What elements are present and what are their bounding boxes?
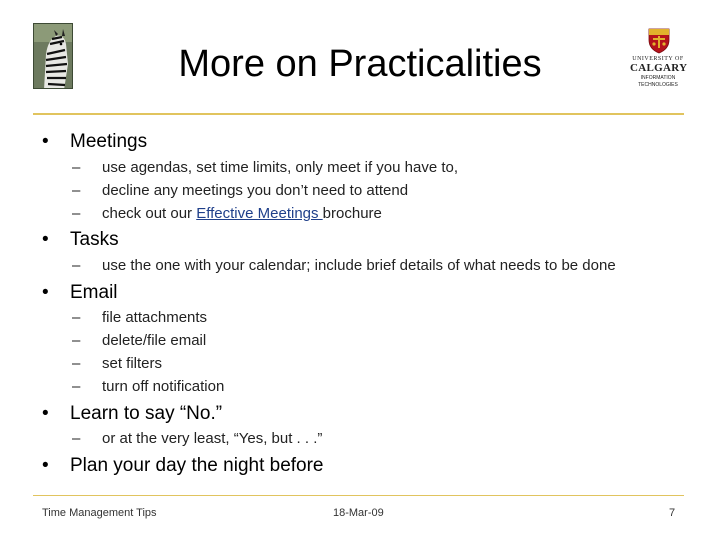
sub-item-text: file attachments xyxy=(102,309,208,326)
logo-line-1: UNIVERSITY OF xyxy=(632,56,684,62)
bullet-icon: • xyxy=(42,403,49,424)
sub-item-text: turn off notification xyxy=(102,378,225,395)
crest-icon xyxy=(648,28,670,54)
link-suffix: brochure xyxy=(322,205,382,222)
bullet-icon: • xyxy=(42,229,49,250)
link-prefix: check out our xyxy=(102,205,197,222)
footer-title: Time Management Tips xyxy=(42,507,157,519)
university-logo xyxy=(630,28,686,92)
page-number: 7 xyxy=(669,507,676,519)
slide-title: More on Practicalities xyxy=(178,43,542,85)
bullet-icon: • xyxy=(42,282,49,303)
zebra-icon xyxy=(34,24,73,89)
sub-item-text: or at the very least, “Yes, but . . .” xyxy=(102,430,323,447)
sub-item-text: set filters xyxy=(102,355,163,372)
logo-line-3: INFORMATION xyxy=(640,75,676,81)
dash-icon: – xyxy=(72,257,81,274)
bullet-label: Learn to say “No.” xyxy=(70,403,223,424)
sub-item-text xyxy=(102,205,382,223)
effective-meetings-link[interactable]: Effective Meetings xyxy=(196,205,323,222)
footer-date: 18-Mar-09 xyxy=(333,507,384,519)
footer-divider xyxy=(33,495,684,496)
sub-item-text: delete/file email xyxy=(102,332,207,349)
bullet-label: Email xyxy=(70,282,118,303)
bullet-label: Meetings xyxy=(70,131,148,152)
sub-item-text: decline any meetings you don’t need to attend xyxy=(102,182,409,199)
bullet-label: Tasks xyxy=(70,229,119,250)
bullet-label: Plan your day the night before xyxy=(70,455,324,476)
dash-icon: – xyxy=(72,205,81,222)
dash-icon: – xyxy=(72,309,81,326)
dash-icon: – xyxy=(72,355,81,372)
bullet-icon: • xyxy=(42,131,49,152)
dash-icon: – xyxy=(72,430,81,447)
dash-icon: – xyxy=(72,378,81,395)
sub-item-text: use the one with your calendar; include brief details of what needs to be done xyxy=(102,257,616,274)
title-divider xyxy=(33,113,684,115)
dash-icon: – xyxy=(72,159,81,176)
logo-line-4: TECHNOLOGIES xyxy=(638,82,678,88)
dash-icon: – xyxy=(72,332,81,349)
logo-line-2: CALGARY xyxy=(630,62,688,74)
zebra-image xyxy=(33,23,73,89)
sub-item-text: use agendas, set time limits, only meet if you have to, xyxy=(102,159,459,176)
dash-icon: – xyxy=(72,182,81,199)
bullet-icon: • xyxy=(42,455,49,476)
